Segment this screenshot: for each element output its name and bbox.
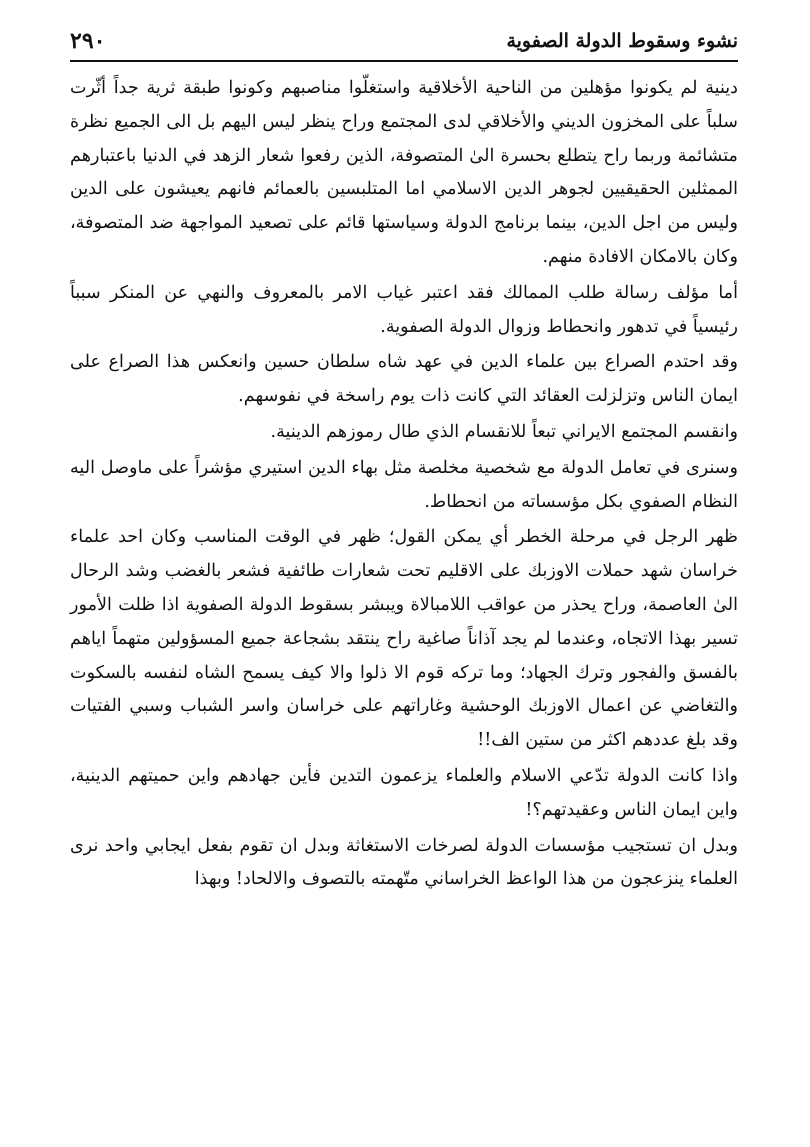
book-page (70, 28, 738, 897)
running-title: نشوء وسقوط الدولة الصفوية (506, 30, 738, 52)
page-number: ٢٩٠ (70, 28, 106, 54)
running-header (70, 28, 738, 62)
paragraph: أما مؤلف رسالة طلب الممالك فقد اعتبر غياب الامر بالمعروف والنهي عن المنكر سبباً رئيسياً في تدهور وانحطاط وزوال الدولة الصفوية. (70, 282, 738, 337)
paragraph: وقد احتدم الصراع بين علماء الدين في عهد شاه سلطان حسين وانعكس هذا الصراع على ايمان الناس وتزلزلت العقائد التي كانت ذات يوم راسخة في نفوسهم. (70, 352, 738, 407)
paragraph: دينية لم يكونوا مؤهلين من الناحية الأخلاقية واستغلّوا مناصبهم وكونوا طبقة ثرية جداً أثّرت سلباً على المخزون الديني والأخلاقي لدى المجتمع وراح ينظر ليس اليهم بل الى الجميع نظرة متشائمة وربما راح يتطلع بحسرة الىٰ المتصوفة، الذين رفعوا شعار الزهد في الدنيا باعتبارهم الممثلين الحقيقيين لجوهر الدين الاسلامي اما المتلبسين بالعمائم فانهم يعيشون على الدين وليس من اجل الدين، بينما برنامج الدولة وسياستها قائم على تصعيد المواجهة ضد المتصوفة، وكان بالامكان الافادة منهم. (70, 78, 738, 267)
paragraph: وانقسم المجتمع الايراني تبعاً للانقسام الذي طال رموزهم الدينية. (270, 421, 738, 442)
paragraph: وسنرى في تعامل الدولة مع شخصية مخلصة مثل بهاء الدين استيري مؤشراً على ماوصل اليه النظام الصفوي بكل مؤسساته من انحطاط. (70, 457, 738, 512)
paragraph: وبدل ان تستجيب مؤسسات الدولة لصرخات الاستغاثة وبدل ان تقوم بفعل ايجابي واحد نرى العلماء ينزعجون من هذا الواعظ الخراساني متّهمته بالتصوف والالحاد! وبهذا (70, 835, 738, 890)
paragraph: واذا كانت الدولة تدّعي الاسلام والعلماء يزعمون التدين فأين جهادهم واين حميتهم الدينية، واين ايمان الناس وعقيدتهم؟! (70, 765, 738, 820)
body-text (70, 72, 738, 897)
paragraph: ظهر الرجل في مرحلة الخطر أي يمكن القول؛ ظهر في الوقت المناسب وكان احد علماء خراسان شهد حملات الاوزبك على الاقليم تحت شعارات طائفية فشعر بالغضب وشد الرحال الىٰ العاصمة، وراح يحذر من عواقب اللامبالاة ويبشر بسقوط الدولة الصفوية اذا ظلت الأمور تسير بهذا الاتجاه، وعندما لم يجد آذاناً صاغية راح ينتقد بشجاعة جميع المسؤولين متهماً اياهم بالفسق والفجور وترك الجهاد؛ وما تركه قوم الا ذلوا والا كيف يسمح الشاه لنفسه بالسكوت والتغاضي عن اعمال الاوزبك الوحشية وغاراتهم على خراسان واسر الشباب وسبي الفتيات وقد بلغ عددهم اكثر من ستين الف!! (70, 527, 738, 751)
